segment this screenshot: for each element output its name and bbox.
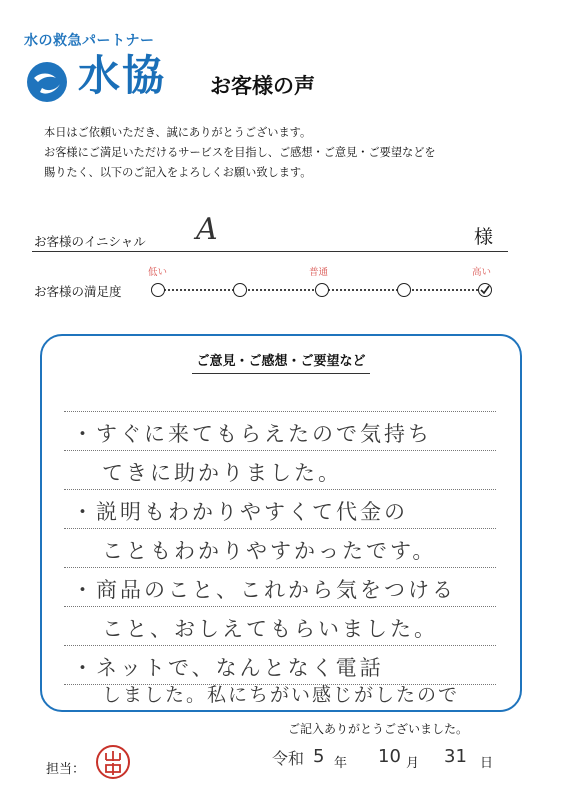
comments-box — [40, 334, 522, 712]
satisfaction-label: お客様の満足度 — [34, 284, 122, 299]
ruled-line — [64, 645, 496, 646]
satisfaction-option-4[interactable] — [397, 283, 411, 297]
satisfaction-option-2[interactable] — [233, 283, 247, 297]
initial-label: お客様のイニシャル — [34, 234, 146, 249]
ruled-line — [64, 528, 496, 529]
satisfaction-option-3[interactable] — [315, 283, 329, 297]
scale-high-label: 高い — [472, 267, 492, 278]
intro-line: 本日はご依頼いただき、誠にありがとうございます。 — [44, 126, 312, 139]
brand-logo-text: 水協 — [78, 51, 167, 100]
staff-label: 担当： — [46, 762, 86, 777]
comment-line: ・説明もわかりやすくて代金の — [72, 500, 408, 524]
comment-line: てきに助かりました。 — [102, 461, 342, 485]
ruled-line — [64, 450, 496, 451]
staff-seal-stamp — [95, 744, 131, 780]
water-drop-logo-icon — [22, 58, 72, 104]
intro-text — [44, 123, 436, 183]
date-year-unit: 年 — [334, 756, 348, 771]
date-month[interactable]: 10 — [378, 746, 401, 767]
intro-line: お客様にご満足いただけるサービスを目指し、ご感想・ご意見・ご要望などを — [44, 146, 436, 159]
date-era[interactable]: 令和 — [272, 749, 305, 768]
brand-tagline: 水の救急パートナー — [24, 33, 155, 49]
comments-title: ご意見・ご感想・ご要望など — [196, 354, 366, 369]
date-day[interactable]: 31 — [444, 746, 467, 767]
initial-underline — [32, 251, 508, 252]
satisfaction-option-5-selected[interactable] — [478, 283, 492, 297]
comment-line: しました。私にちがい感じがしたので — [102, 684, 460, 706]
comments-title-underline — [192, 373, 370, 374]
satisfaction-option-1[interactable] — [151, 283, 165, 297]
ruled-line — [64, 489, 496, 490]
comment-line: ・ネットで、なんとなく電話 — [72, 656, 384, 680]
date-day-unit: 日 — [480, 756, 494, 771]
comment-line: こと、おしえてもらいました。 — [102, 617, 438, 641]
ruled-line — [64, 411, 496, 412]
thanks-note: ご記入ありがとうございました。 — [288, 722, 469, 736]
scale-low-label: 低い — [148, 267, 168, 278]
ruled-line — [64, 606, 496, 607]
form-title: お客様の声 — [210, 74, 315, 98]
check-mark-icon — [479, 284, 491, 296]
date-year[interactable]: 5 — [313, 746, 325, 767]
initial-value[interactable]: A — [196, 212, 218, 247]
date-month-unit: 月 — [406, 756, 420, 771]
intro-line: 賜りたく、以下のご記入をよろしくお願い致します。 — [44, 166, 312, 179]
comment-line: こともわかりやすかったです。 — [102, 539, 437, 563]
comment-line: ・すぐに来てもらえたので気持ち — [72, 422, 432, 446]
comment-line: ・商品のこと、これから気をつける — [72, 578, 456, 602]
scale-mid-label: 普通 — [309, 267, 329, 278]
ruled-line — [64, 567, 496, 568]
honorific-suffix: 様 — [474, 226, 494, 248]
